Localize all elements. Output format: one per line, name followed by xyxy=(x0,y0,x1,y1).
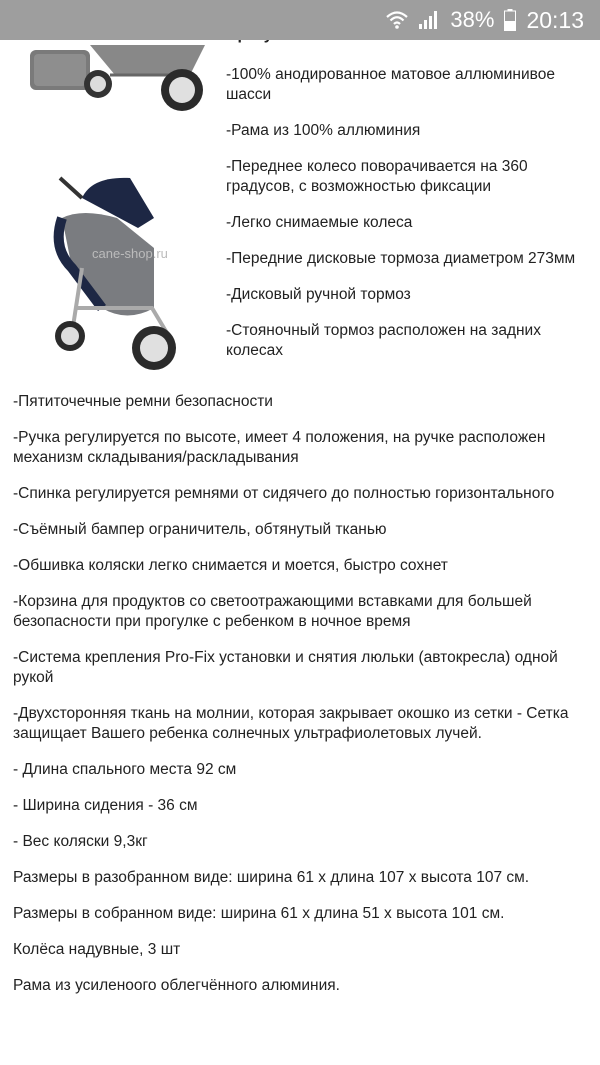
wifi-icon xyxy=(386,10,408,30)
list-item: -Пятиточечные ремни безопасности xyxy=(13,393,273,410)
spec-list-full xyxy=(13,392,595,1012)
list-item: -Ручка регулируется по высоте, имеет 4 положения, на ручке расположен механизм складывания/раскладывания xyxy=(13,429,546,466)
status-bar xyxy=(0,0,600,40)
list-item: -Спинка регулируется ремнями от сидячего до полностью горизонтального xyxy=(13,485,555,502)
list-item: -100% анодированное матовое аллюминивое шасси xyxy=(226,66,555,103)
stroller-image-top xyxy=(20,40,210,112)
clock-time: 20:13 xyxy=(526,6,584,33)
watermark-text: cane-shop.ru xyxy=(92,246,168,261)
stroller-image xyxy=(42,158,192,380)
list-item: Колёса надувные, 3 шт xyxy=(13,941,181,958)
list-item: -Рама из 100% аллюминия xyxy=(226,122,421,139)
list-item: Рама из усиленоого облегчённого алюминия. xyxy=(13,977,340,994)
list-item: -Переднее колесо поворачивается на 360 градусов, с возможностью фиксации xyxy=(226,158,528,195)
list-item: -Передние дисковые тормоза диаметром 273мм xyxy=(226,250,576,267)
list-item: -Корзина для продуктов со светоотражающими вставками для большей безопасности при прогулке с ребенком в ночное время xyxy=(13,593,532,630)
list-item: -Система крепления Pro-Fix установки и снятия люльки (автокресла) одной рукой xyxy=(13,649,558,686)
list-item: -Дисковый ручной тормоз xyxy=(226,286,411,303)
list-item: -Стояночный тормоз расположен на задних колесах xyxy=(226,322,541,359)
list-item: -Легко снимаемые колеса xyxy=(226,214,413,231)
list-item: Размеры в разобранном виде: ширина 61 х длина 107 х высота 107 см. xyxy=(13,869,530,886)
list-item: -Обшивка коляски легко снимается и моется, быстро сохнет xyxy=(13,557,448,574)
signal-icon xyxy=(418,10,440,30)
battery-percent: 38% xyxy=(450,7,495,32)
list-item: -Двухсторонняя ткань на молнии, которая закрывает окошко из сетки - Сетка защищает Вашего ребенка солнечных ультрафиолетовых лучей. xyxy=(13,705,569,742)
list-item: - Длина спального места 92 см xyxy=(13,761,237,778)
spec-list-right xyxy=(226,65,591,377)
list-item: - Вес коляски 9,3кг xyxy=(13,833,148,850)
battery-icon xyxy=(504,9,516,31)
list-item: Размеры в собранном виде: ширина 61 х длина 51 х высота 101 см. xyxy=(13,905,505,922)
list-item: - Ширина сидения - 36 см xyxy=(13,797,198,814)
list-item: -Съёмный бампер ограничитель, обтянутый тканью xyxy=(13,521,387,538)
